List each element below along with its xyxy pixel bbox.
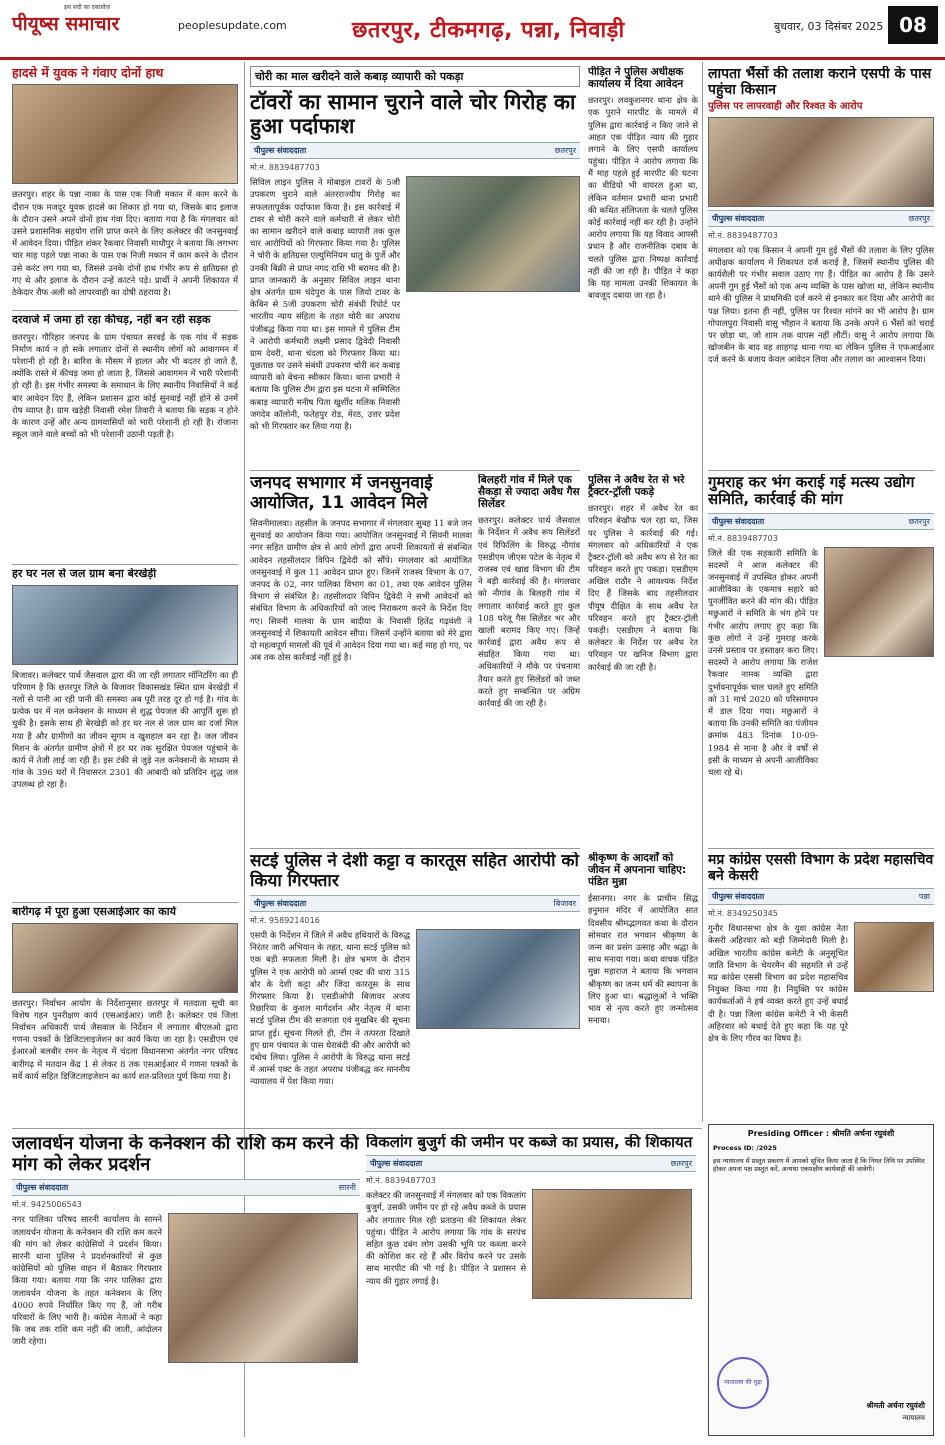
byline-place: बिजावर: [553, 899, 576, 909]
byline-place: छतरपुर: [554, 146, 576, 156]
court-seal-icon: [717, 1357, 769, 1409]
story-photo: [708, 117, 934, 207]
story-photo: [406, 176, 580, 292]
story-photo: [532, 1189, 692, 1299]
story-water-protest: [12, 1134, 360, 1434]
story-body: छतरपुर। शहर में अवैध रेत का परिवहन बेखौफ चल रहा था, जिस पर पुलिस ने कार्रवाई की गई। मंगलवार को अधिकारियों ने एक ट्रैक्टर-ट्रॉली को अवैध रूप से रेत का परिवहन करते हुए पकड़ा। एसडीएम अखिल राठौर ने आवश्यक निर्देश दिए हैं जिसके बाद तहसीलदार पीयूष दीक्षित के साथ अवैध रेत परिवहन करते हुए ट्रैक्टर-ट्रॉली पकड़ी। एसडीएम ने बताया कि कलेक्टर के निर्देश पर अवैध रेत परिवहन पर खनिज विभाग द्वारा कार्रवाई की जा रही है।: [588, 503, 698, 672]
story-congress: [708, 852, 934, 1114]
story-headline[interactable]: हर घर नल से जल ग्राम बना बेरखेड़ी: [12, 568, 157, 580]
byline-place: पन्ना: [918, 892, 930, 902]
story-body: सिविल लाइन पुलिस ने मोबाइल टावरों के 5जी उपकरण चुराने वाले अंतरराज्यीय गिरोह का सफलतापूर्वक पर्दाफाश किया है। इस कार्रवाई में टावर से चोरी करने वाले कर्मचारी से लेकर चोरी का सामान खरीदने वाले कबाड़ व्यापारी तक कुल चार आरोपियों को गिरफ्तार किया गया है। पुलिस ने चोरी के क्षतिग्रस्त एल्युमिनियम धातु के पुर्जे और उनकी बिक्री से प्राप्त नगद राशि भी बरामद की है। प्राप्त जानकारी के अनुसार सिविल लाइन थाना क्षेत्र अंतर्गत ग्राम चंदेपुरा के पास जियो टावर के केबिन से 5जी उपकरण चोरी संबंधी रिपोर्ट पर भारतीय न्याय संहिता के तहत चोरी का अपराध पंजीबद्ध किया गया था। इस मामले में पुलिस टीम ने आरोपी कर्मचारी लक्ष्मी प्रसाद द्विवेदी निवासी ग्राम देवरी, थाना चंदला को गिरफ्तार किया था। पूछताछ पर उसने संबंधी उपकरण चोरी कर कबाड़ व्यापारी को बेचना स्वीकार किया। थाना प्रभारी ने बताया कि पुलिस टीम द्वारा इस घटना में सम्मिलित कबाड़ व्यापारी मनीष पिता खुर्शीद मलिक निवासी जगदेव कॉलोनी, फतेहपुर रोड, मेरठ, उत्तर प्रदेश को भी गिरफ्तार कर लिया गया है।: [250, 177, 400, 432]
byline-mobile: मो.नं. 8839487703: [708, 533, 778, 543]
notice-body: इस न्यायालय में प्रस्तुत प्रकरण में आपको सूचित किया जाता है कि नियत तिथि पर उपस्थित होकर अपना पक्ष प्रस्तुत करें, अन्यथा एकपक्षीय कार्यवाही की जावेगी।: [713, 1156, 925, 1174]
story-headline[interactable]: दरवाजे में जमा हो रहा कीचड़, नहीं बन रही सड़क: [12, 314, 211, 326]
story-divider: [708, 848, 934, 849]
byline-place: सारनी: [338, 1183, 356, 1193]
masthead: [0, 0, 945, 60]
story-divider: [12, 310, 238, 311]
story-gas: [478, 474, 580, 844]
story-sathai: [250, 852, 580, 1114]
byline-name: पीपुल्स संवाददाता: [712, 213, 765, 223]
byline: [708, 888, 934, 905]
story-body: छतरपुर। निर्वाचन आयोग के निर्देशानुसार छतरपुर में मतदाता सूची का विशेष गहन पुनरीक्षण कार्य (एसआईआर) जारी है। कलेक्टर एवं जिला निर्वाचन अधिकारी पार्थ जैसवाल के निर्देशन में लगातार बीएलओ द्वारा गणना पत्रकों के डिजिटलाइजेशन का कार्य किया जा रहा है। एसडीएम एवं ईआरओ बलबीर रमन के नेतृत्व में चंदला विधानसभा अंतर्गत नगर परिषद बारीगढ़ में मतदान केंद्र 1 से लेकर 8 तक एसआईआर में गणना पत्रकों के सर्वे कार्य सहित डिजिटलाइजेशन का कार्य शत-प्रतिशत पूर्ण किया गया है।: [12, 997, 238, 1081]
story-kicker: चोरी का माल खरीदने वाले कबाड़ व्यापारी को पकड़ा: [250, 66, 580, 87]
story-headline[interactable]: श्रीकृष्ण के आदर्शों को जीवन में अपनाना चाहिए: पंडित मुन्ना: [588, 852, 687, 889]
page-number: 08: [888, 6, 938, 44]
story-divider: [12, 564, 238, 565]
byline: [250, 142, 580, 159]
story-headline[interactable]: जलावर्धन योजना के कनेक्शन की राशि कम करने की मांग को लेकर प्रदर्शन: [12, 1134, 359, 1175]
byline: [708, 210, 934, 227]
story-body: छतरपुर। लवकुशनगर थाना क्षेत्र के एक पुराने मारपीट के मामले में पुलिस द्वारा कार्रवाई न किए जाने से आहत एक पीड़ित न्याय की गुहार लगाने के लिए एसपी कार्यालय पहुंचा। पीड़ित ने आरोप लगाया कि मैं माह पहले हुई मारपीट की घटना का वीडियो भी वायरल हुआ था, लेकिन वर्तमान प्रभारी थाना प्रभारी की कथित संलिप्तता के चलते पुलिस कोई कार्रवाई नहीं कर रही है। उन्होंने आरोप लगाया कि यह विवाद आपसी प्रधान है और राजनीतिक दबाव के चलते पुलिस द्वारा निष्पक्ष कार्रवाई नहीं की जा रही है। पीड़ित ने कहा कि यह मामला उनकी शिकायत के बावजूद दबाया जा रहा है।: [588, 95, 698, 301]
story-subhead: पुलिस पर लापरवाही और रिश्वत के आरोप: [708, 101, 863, 113]
story-janpad: [250, 474, 472, 844]
story-headline[interactable]: विकलांग बुजुर्ग की जमीन पर कब्जे का प्रयास, की शिकायत: [366, 1134, 693, 1151]
byline-place: छतरपुर: [908, 213, 930, 223]
byline-mobile: मो.नं. 8349250345: [708, 909, 778, 919]
story-fishery: [708, 474, 934, 844]
byline-name: पीपुल्स संवाददाता: [16, 1183, 69, 1193]
story-body: एसपी के निर्देशन में जिले में अवैध हथियारों के विरुद्ध निरंतर जारी अभियान के तहत, थाना सटई पुलिस को एक बड़ी सफलता मिली है। क्षेत्र भ्रमण के दौरान पुलिस ने एक आरोपी को आर्म्स एक्ट की धारा 315 बोर के देशी कट्टा और जिंदा कारतूस के साथ गिरफ्तार किया है। एसडीओपी बिजावर अजय रिछारिया के कुशल मार्गदर्शन और नेतृत्व में थाना सटई पुलिस टीम की सजगता एवं मुखबिर की सूचना प्राप्त हुई। सूचना मिलते ही, टीम ने तत्परता दिखाते हुए ग्राम पंचायत के पास घेराबंदी की और आरोपी को दबोच लिया। पुलिस ने आरोपी के विरुद्ध थाना सटई में आर्म्स एक्ट के तहत अपराध पंजीबद्ध कर माननीय न्यायालय में पेश किया गया।: [250, 930, 410, 1087]
story-body: छतरपुर। शहर के पन्ना नाका के पास एक निजी मकान में काम करने के दौरान एक मजदूर युवक हादसे का शिकार हो गया था, जिसके बाद इलाज के दौरान उसने अपने दोनों हाथ गंवा दिए। बताया गया है कि मंगलवार को उसने प्रशासनिक सहयोग राशि प्राप्त करने के लिए कलेक्टर की जनसुनवाई में आवेदन दिया। पीड़ित शंकर रैकवार निवासी माधौपुर ने बताया कि लगभग चार माह पहले पन्ना नाका के पास एक निजी मकान में काम करने के दौरान उसे करंट लग गया था, जिससे उनके दोनों हाथ गंभीर रूप से क्षतिग्रस्त हो गए थे और इलाज के दौरान उन्हें काटने पड़े। प्रार्थी ने अपनी शिकायत में ठेकेदार रौफ अली को लापरवाही का दोषी ठहराया है।: [12, 189, 238, 297]
byline: [12, 1179, 360, 1196]
byline-name: पीपुल्स संवाददाता: [254, 146, 307, 156]
byline-mobile: मो.नं. 8839487703: [250, 163, 320, 173]
story-body: सिवनीमालवा। तहसील के जनपद सभागार में मंगलवार सुबह 11 बजे जन सुनवाई का आयोजन किया गया। आयोजित जनसुनवाई में सिवनी मालवा नगर सहित ग्रामीण क्षेत्र से आये लोगों द्वारा अपनी शिकायतों से संबन्धित आवेदन तहसीलदार विपिन द्विवेदी को सौंपे। मंगलवार को आयोजित जनसुनवाई में कुल 11 आवेदन प्राप्त हुए। जिनमें राजस्व विभाग के 07, जनपद के 02, नगर पालिका विभाग का 01, तथा एक आवेदन पुलिस विभाग से संबंधित है। तहसीलदार विपिन द्विवेदी ने सभी आवेदनों को संबंधित विभाग के अधिकारियों को जल्द निराकरण करने के निर्देश दिए गए। सिवनी मालवा के ग्राम बादीया के निवासी हितेंद्र गढ़वंशी ने जनसुनवाई में शिकायती आवेदन सौंपा। जिसमें उन्होंने बताया को मेरे द्वारा दो महत्वपूर्ण मामलों की पूर्व में आवेदन दिया गया था। कई माह हो गए, पर अब तक ठोस कार्रवाई नहीं हुई है।: [250, 518, 472, 663]
story-divider: [708, 470, 934, 471]
story-headline[interactable]: बिलहरी गांव में मिले एक सैकड़ा से ज्यादा अवैध गैस सिलेंडर: [478, 474, 580, 511]
story-sir: [12, 906, 238, 1126]
story-body: बिजावर। कलेक्टर पार्थ जैसवाल द्वारा की जा रही लगातार मॉनिटरिंग का ही परिणाम है कि छतरपुर जिले के बिजावर विकासखंड स्थित ग्राम बेरखेड़ी में नलों से पानी आ रही पानी की समस्या अब पूरी तरह दूर हो गई है। गांव के प्रत्येक घर में नल कनेक्शन के माध्यम से शुद्ध पेयजल की आपूर्ति शुरू हो चुकी है। इसके साथ ही बेरखेड़ी को हर घर नल से जल ग्राम का दर्जा मिल गया है और ग्रामीणों का जीवन सुगम व खुशहाल बन रहा है। जल जीवन मिशन के अंतर्गत ग्रामीण क्षेत्रों में हर घर तक सुरक्षित पेयजल पहुंचाने के कार्य में तेजी लाई जा रही है। इस टंकी से जुड़े नल कनेक्शनों के माध्यम से गांव के 396 घरों में निवासरत 2301 की आबादी को प्रतिदिन शुद्ध जल उपलब्ध हो रहा है।: [12, 669, 238, 790]
byline-name: पीपुल्स संवाददाता: [712, 892, 765, 902]
story-headline[interactable]: मप्र कांग्रेस एससी विभाग के प्रदेश महासचिव बने केसरी: [708, 852, 934, 885]
story-drain: [12, 314, 238, 560]
story-photo: [416, 929, 580, 1029]
column-divider: [702, 62, 703, 1122]
story-photo: [824, 547, 934, 657]
notice-title: Presiding Officer : श्रीमति अर्चना रघुवंशी: [747, 1129, 895, 1138]
story-divider: [12, 902, 238, 903]
story-headline[interactable]: बारीगढ़ में पूरा हुआ एसआईआर का कार्य: [12, 906, 176, 918]
story-krishna: [588, 852, 698, 1114]
byline-mobile: मो.नं. 8839487703: [366, 1176, 436, 1186]
logo-tagline: इस सदी का दस्तावेज़: [64, 4, 110, 11]
story-photo: [12, 585, 238, 665]
story-photo: [12, 923, 238, 993]
story-body: छतरपुर। गौरिहार जनपद के ग्राम पंचायत सरवई के एक गांव में सड़क निर्माण कार्य न हो सके लगातार दोनों से स्थानीय लोगों को आवागमन में परेशानी हो रही है। बारिश के मौसम में हालत और भी बदतर हो जाते हैं, क्योंकि रास्ते में कीचड़ जमा हो जाता है, जिससे आवागमन में भारी परेशानी हो रही है। इस गंभीर समस्या के समाधान के लिए स्थानीय निवासियों ने कई बार आवेदन दिए हैं, लेकिन प्रशासन द्वारा कोई सुनवाई नहीं होने से उनमें रोष व्याप्त है। ग्राम खड़ेही निवासी रमेश तिवारी ने बताया कि सड़क न होने के कारण उन्हें और अन्य ग्रामवासियों को भारी परेशानी हो रही है। रोजाना स्कूल जाने वाले बच्चों को भी परेशानी उठानी पड़ती है।: [12, 331, 238, 440]
byline-mobile: मो.नं. 9589214016: [250, 916, 320, 926]
story-body: छतरपुर। कलेक्टर पार्थ जैसवाल के निर्देशन में अवैध रूप सिलेंडरों एवं रिफिलिंग के विरुद्ध नौगांव एसडीएम जीएस पटेल के नेतृत्व में राजस्व एवं खाद्य विभाग की टीम ने बड़ी कार्रवाई की है। मंगलवार को नौगांव के बिलहरी गांव में लगातार कार्रवाई करते हुए कुल 108 घरेलू गैस सिलेंडर भर और खाली बरामद किए गए। जिन्हें कार्रवाई द्वारा अवैध रूप से संग्रहित किया गया था। अधिकारियों ने मौके पर पंचनामा तैयार करते हुए सिलेंडरों को जब्त करते हुए सम्बन्धित पर अग्रिम कार्रवाई की जा रही है।: [478, 515, 580, 708]
story-headline[interactable]: पीड़ित ने पुलिस अधीक्षक कार्यालय में दिया आवेदन: [588, 66, 684, 91]
story-photo: [168, 1213, 358, 1363]
story-disabled: [366, 1134, 696, 1434]
story-headline[interactable]: जनपद सभागार में जनसुनवाई आयोजित, 11 आवेदन मिले: [250, 474, 433, 513]
byline: [708, 513, 934, 530]
story-headline[interactable]: सटई पुलिस ने देशी कट्टा व कारतूस सहित आरोपी को किया गिरफ्तार: [250, 852, 579, 891]
byline-name: पीपुल्स संवाददाता: [370, 1159, 423, 1169]
story-headline[interactable]: टॉवरों का सामान चुराने वाले चोर गिरोह का हुआ पर्दाफाश: [250, 90, 576, 139]
story-body: गुनौर विधानसभा क्षेत्र के युवा कांग्रेस नेता केसरी अहिरवार को बड़ी जिम्मेदारी मिली है। अखिल भारतीय कांग्रेस कमेटी के अनुसूचित जाति विभाग के चेयरमैन की सहमति से उन्हें मप्र कांग्रेस एससी विभाग का प्रदेश महासचिव नियुक्त किया गया है। नियुक्ति पर कांग्रेस कार्यकर्ताओं ने हर्ष व्यक्त करते हुए उन्हें बधाई दी है। पन्ना जिला कांग्रेस कमेटी ने भी केसरी अहिरवार को बधाई देते हुए कहा कि यह पूरे क्षेत्र के लिए गौरव का विषय है।: [708, 923, 848, 1043]
story-body: नगर पालिका परिषद सारनी कार्यालय के सामने जलावर्धन योजना के कनेक्शन की राशि कम करने की मांग को लेकर कांग्रेसियों ने प्रदर्शन किया। सारनी थाना पुलिस ने प्रदर्शनकारियों से कुछ कांग्रेसियों को पुलिस वाहन में बैठाकर गिरफ्तार किया गया। बताया गया कि नगर पालिका द्वारा जलावर्धन योजना के तहत कनेक्शन के लिए 4000 रुपये निर्धारित किए गए हैं, जो गरीब परिवारों के लिए भारी है। कांग्रेस नेताओं ने कहा कि जब तक राशि कम नहीं की जाती, आंदोलन जारी रहेगा।: [12, 1214, 162, 1347]
story-body: जिले की एक सहकारी समिति के सदस्यों ने आज कलेक्टर की जनसुनवाई में उपस्थित होकर अपनी आजीविका के एकमात्र सहारे को पुनर्जीवित करने की मांग की। पीड़ित मछुआरों ने समिति के भंग होने पर गंभीर आरोप लगाए हुए कहा कि कुछ लोगों ने उन्हें गुमराह करके उनसे प्रस्ताव पर हस्ताक्षर करा लिए। सदस्यों ने आरोप लगाया कि राजेश रैकवार नामक व्यक्ति द्वारा दुर्भावनापूर्वक चाल चलते हुए समिति को 31 मार्च 2020 को परिसमापन में डाल दिया गया। मछुआरों ने बताया कि उनकी समिति का पंजीयन क्रमांक 483 दिनांक 10-09-1984 से माना है और वे वर्षों से इसी के माध्यम से अपनी आजीविका चला रहे थे।: [708, 547, 818, 777]
story-photo: [854, 922, 934, 992]
seal-text: न्यायालय की मुद्रा: [724, 1378, 762, 1386]
story-sp-complaint: [588, 66, 698, 468]
story-accident: [12, 66, 238, 306]
story-divider: [250, 848, 580, 849]
story-headline[interactable]: पुलिस ने अवैध रेत से भरे ट्रैक्टर-ट्रॉली पकड़े: [588, 474, 685, 499]
notice-signature: श्रीमती अर्चना रघुवंशी: [866, 1400, 925, 1410]
byline: [250, 895, 580, 912]
story-headline[interactable]: हादसे में युवक ने गंवाए दोनों हाथ: [12, 66, 164, 80]
court-notice: [708, 1124, 934, 1436]
issue-date: बुधवार, 03 दिसंबर 2025: [774, 20, 884, 33]
story-tapwater: [12, 568, 238, 898]
story-buffalo: [708, 66, 934, 468]
story-sand: [588, 474, 698, 844]
story-body: कलेक्टर की जनसुनवाई में मंगलवार को एक विकलांग बुजुर्ग, उसकी जमीन पर हो रहे अवैध कब्जे के प्रयास और लगातार मिल रही प्रताड़ना की शिकायत लेकर पहुंचा। पीड़ित ने आरोप लगाया कि गांव के सरपंच सहित कुछ दबंग लोग उसकी भूमि पर कब्जा करने की कोशिश कर रहे हैं और विरोध करने पर उसके साथ मारपीट की भी गई है। पीड़ित ने प्रशासन से न्याय की गुहार लगाई है।: [366, 1190, 526, 1286]
byline-place: छतरपुर: [908, 516, 930, 526]
region-title: छतरपुर, टीकमगढ़, पन्ना, निवाड़ी: [352, 18, 625, 43]
story-photo: [12, 84, 238, 184]
story-body: ईसानगर। नगर के प्राचीन सिद्ध हनुमान मंदिर में आयोजित सात दिवसीय श्रीमद्भागवत कथा के दौरान सोमवार रात भगवान श्रीकृष्ण के जन्म का प्रसंग उत्साह और श्रद्धा के साथ मनाया गया। कथा वाचक पंडित मुन्ना महाराज ने बताया कि भगवान श्रीकृष्ण का जन्म धर्म की स्थापना के लिए हुआ था। श्रद्धालुओं ने भक्ति भाव से नृत्य करते हुए जन्मोत्सव मनाया।: [588, 893, 698, 1026]
byline-mobile: मो.नं. 9425006543: [12, 1200, 82, 1210]
story-headline[interactable]: लापता भैंसों की तलाश कराने एसपी के पास पहुंचा किसान: [708, 66, 932, 99]
story-divider: [250, 470, 580, 471]
byline-name: पीपुल्स संवाददाता: [254, 899, 307, 909]
story-scrap: [250, 66, 580, 468]
byline-name: पीपुल्स संवाददाता: [712, 516, 765, 526]
story-headline[interactable]: गुमराह कर भंग कराई गई मत्स्य उद्योग समिति, कार्रवाई की मांग: [708, 474, 915, 509]
byline-place: छतरपुर: [670, 1159, 692, 1169]
story-divider: [12, 1128, 702, 1129]
byline-mobile: मो.नं. 8839487703: [708, 230, 778, 240]
newspaper-logo[interactable]: पीयूष्स समाचार: [12, 13, 120, 35]
notice-court: न्यायालय: [902, 1413, 925, 1422]
notice-process-id: Process ID: /2025: [713, 1143, 777, 1152]
byline: [366, 1155, 696, 1172]
site-url-link[interactable]: peoplesupdate.com: [178, 19, 287, 32]
story-body: मंगलवार को एक किसान ने अपनी गुम हुई भैंसों की तलाश के लिए पुलिस अधीक्षक कार्यालय में शिकायत दर्ज कराई है, जिसमें स्थानीय पुलिस की कार्यशैली पर गंभीर सवाल उठाए गए हैं। पीड़ित का आरोप है कि उसने अपनी गुम हुई भैंसों को एक अन्य व्यक्ति के पास खोजा था, लेकिन स्थानीय थाने की पुलिस ने प्राथमिकी दर्ज करने से इनकार कर दिया और आरोपी का पक्ष लिया। इतना ही नहीं, पुलिस पर रिश्वत मांगने का भी आरोप है। ग्राम गोपालपुरा निवासी वासु भौहान ने बताया कि उनके अपने 6 भैंसों को चराई पर छोड़ा था, जो शाम तक वापस नहीं लौटीं। वासु ने आरोप लगाया कि खोजबीन के बाद वह शाहगढ़ थाना गया था लेकिन पुलिस ने एफआईआर दर्ज करने के बजाय केवल आवेदन लिया और तलाश का आश्वासन दिया।: [708, 244, 934, 365]
